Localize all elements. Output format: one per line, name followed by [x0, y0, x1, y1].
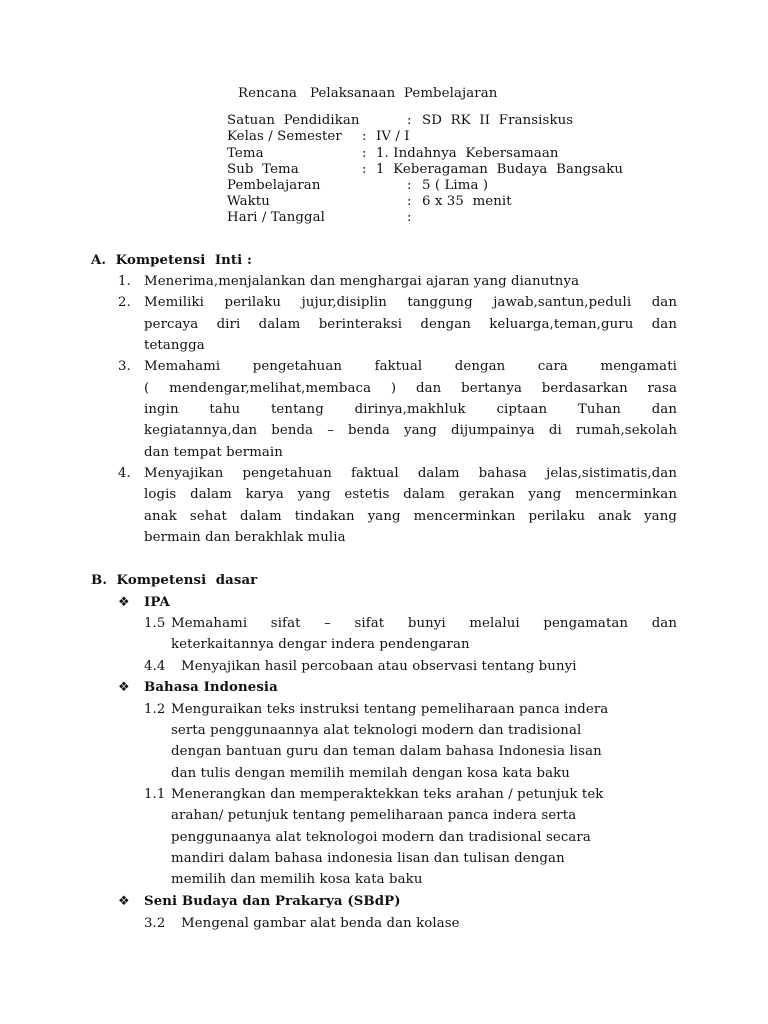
- kd-number: 1.1: [144, 787, 166, 802]
- identity-label: Pembelajaran: [227, 178, 321, 193]
- kd-line: penggunaanya alat teknologoi modern dan tradisional secara: [171, 830, 591, 845]
- kd-line: dengan bantuan guru dan teman dalam bahasa Indonesia lisan: [171, 744, 602, 759]
- list-item-line: anak sehat dalam tindakan yang mencerminkan perilaku anak yang: [144, 509, 677, 524]
- identity-colon: :: [362, 129, 367, 144]
- subject-heading: Seni Budaya dan Prakarya (SBdP): [144, 894, 401, 909]
- identity-colon: :: [407, 210, 412, 225]
- identity-value: 1. Indahnya Kebersamaan: [376, 146, 559, 161]
- kd-line: mandiri dalam bahasa indonesia lisan dan tulisan dengan: [171, 851, 565, 866]
- kd-number: 1.5: [144, 616, 166, 631]
- identity-label: Satuan Pendidikan: [227, 113, 360, 128]
- kd-line: arahan/ petunjuk tentang pemeliharaan panca indera serta: [171, 808, 577, 823]
- identity-label: Tema: [227, 146, 264, 161]
- subject-heading: Bahasa Indonesia: [144, 680, 278, 695]
- list-number: 1.: [118, 274, 131, 289]
- kd-line: Menerangkan dan memperaktekkan teks arahan / petunjuk tek: [171, 787, 604, 802]
- identity-colon: :: [407, 194, 412, 209]
- list-item-line: kegiatannya,dan benda – benda yang dijumpainya di rumah,sekolah: [144, 423, 677, 438]
- kd-line: memilih dan memilih kosa kata baku: [171, 872, 423, 887]
- list-item-line: ingin tahu tentang dirinya,makhluk ciptaan Tuhan dan: [144, 402, 677, 417]
- identity-colon: :: [407, 178, 412, 193]
- kd-line: Memahami sifat – sifat bunyi melalui pengamatan dan: [171, 616, 677, 631]
- identity-colon: :: [362, 162, 367, 177]
- identity-label: Hari / Tanggal: [227, 210, 325, 225]
- section-heading: A. Kompetensi Inti :: [91, 253, 253, 268]
- identity-value: 1 Keberagaman Budaya Bangsaku: [376, 162, 624, 177]
- identity-value: 6 x 35 menit: [422, 194, 512, 209]
- list-number: 2.: [118, 295, 131, 310]
- kd-line: Mengenal gambar alat benda dan kolase: [181, 916, 460, 931]
- list-number: 4.: [118, 466, 131, 481]
- list-item-line: bermain dan berakhlak mulia: [144, 530, 346, 545]
- identity-colon: :: [407, 113, 412, 128]
- list-item-line: Memiliki perilaku jujur,disiplin tanggung jawab,santun,peduli dan: [144, 295, 677, 310]
- list-item-line: tetangga: [144, 338, 205, 353]
- list-item-line: dan tempat bermain: [144, 445, 283, 460]
- kd-line: keterkaitannya dengar indera pendengaran: [171, 637, 470, 652]
- kd-number: 4.4: [144, 659, 166, 674]
- document-title: Rencana Pelaksanaan Pembelajaran: [238, 86, 498, 101]
- list-item-line: Menerima,menjalankan dan menghargai ajaran yang dianutnya: [144, 274, 580, 289]
- diamond-bullet-icon: ❖: [118, 894, 130, 909]
- diamond-bullet-icon: ❖: [118, 595, 130, 610]
- list-item-line: Memahami pengetahuan faktual dengan cara mengamati: [144, 359, 677, 374]
- subject-heading: IPA: [144, 595, 170, 610]
- list-number: 3.: [118, 359, 131, 374]
- kd-line: serta penggunaannya alat teknologi modern dan tradisional: [171, 723, 582, 738]
- kd-line: dan tulis dengan memilih memilah dengan kosa kata baku: [171, 766, 570, 781]
- list-item-line: logis dalam karya yang estetis dalam gerakan yang mencerminkan: [144, 487, 677, 502]
- identity-label: Waktu: [227, 194, 270, 209]
- identity-colon: :: [362, 146, 367, 161]
- kd-line: Menguraikan teks instruksi tentang pemeliharaan panca indera: [171, 702, 609, 717]
- section-heading: B. Kompetensi dasar: [91, 573, 258, 588]
- identity-value: SD RK II Fransiskus: [422, 113, 574, 128]
- list-item-line: Menyajikan pengetahuan faktual dalam bahasa jelas,sistimatis,dan: [144, 466, 677, 481]
- diamond-bullet-icon: ❖: [118, 680, 130, 695]
- identity-value: IV / I: [376, 129, 410, 144]
- list-item-line: percaya diri dalam berinteraksi dengan keluarga,teman,guru dan: [144, 317, 677, 332]
- identity-label: Kelas / Semester: [227, 129, 342, 144]
- identity-label: Sub Tema: [227, 162, 299, 177]
- kd-number: 3.2: [144, 916, 166, 931]
- kd-line: Menyajikan hasil percobaan atau observasi tentang bunyi: [181, 659, 577, 674]
- list-item-line: ( mendengar,melihat,membaca ) dan bertanya berdasarkan rasa: [144, 381, 677, 396]
- identity-value: 5 ( Lima ): [422, 178, 489, 193]
- kd-number: 1.2: [144, 702, 166, 717]
